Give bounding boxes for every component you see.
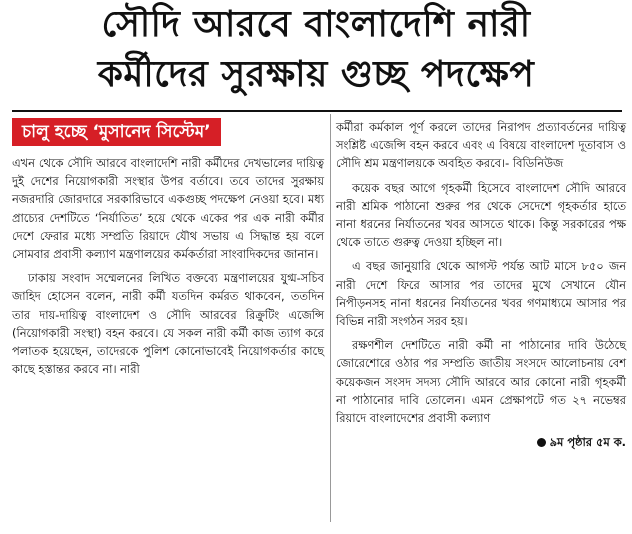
headline xyxy=(0,0,632,100)
headline-line-2: কর্মীদের সুরক্ষায় গুচ্ছ পদক্ষেপ xyxy=(97,54,535,95)
subheadline-banner: চালু হচ্ছে ‘মুসানেদ সিস্টেম’ xyxy=(12,118,221,146)
article-paragraph: রক্ষণশীল দেশটিতে নারী কর্মী না পাঠানোর দাবি উঠেছে জোরেশোরে ওঠার পর সম্প্রতি জাতীয় সংসদে আলোচনায় বেশ কয়েকজন সংসদ সদস্য সৌদি আরবে আর কোনো নারী গৃহকর্মী না পাঠানোর দাবি তোলেন। এমন প্রেক্ষাপটে গত ২৭ নভেম্বর রিয়াদে বাংলাদেশের প্রবাসী কল্যাণ xyxy=(336,338,626,426)
article-paragraph: কয়েক বছর আগে গৃহকর্মী হিসেবে বাংলাদেশ সৌদি আরবে নারী শ্রমিক পাঠানো শুরুর পর থেকে সেদেশে গৃহকর্তার হাতে নানা ধরনের নির্যাতনের খবর আসতে থাকে। কিন্তু সরকারের পক্ষ থেকে তাতে গুরুত্ব দেওয়া হচ্ছিল না। xyxy=(336,180,626,250)
article-paragraph: কর্মীরা কর্মকাল পূর্ণ করলে তাদের নিরাপদ প্রত্যাবর্তনের দায়িত্ব সংশ্লিষ্ট এজেন্সি বহন করবে এবং এ বিষয়ে বাংলাদেশ দূতাবাস ও সৌদি শ্রম মন্ত্রণালয়কে অবহিত করবে।- বিডিনিউজ xyxy=(336,120,626,171)
article-paragraph: ঢাকায় সংবাদ সম্মেলনের লিখিত বক্তব্যে মন্ত্রণালয়ের যুগ্ম-সচিব জাহিদ হোসেন বলেন, নারী কর্মী যতদিন কর্মরত থাকবেন, ততদিন তার দায়-দায়িত্ব বাংলাদেশ ও সৌদি আরবের রিক্রুটিং এজেন্সি (নিয়োগকারী সংস্থা) বহন করবে। যে সকল নারী কর্মী কাজ ত্যাগ করে পলাতক হয়েছেন, তাদেরকে পুলিশ কোনোভাবেই নিয়োগকর্তার কাছে কাছে হস্তান্তর করবে না। নারী xyxy=(12,271,324,377)
bullet-icon xyxy=(537,438,546,447)
article-paragraph: এখন থেকে সৌদি আরবে বাংলাদেশি নারী কর্মীদের দেখভালের দায়িত্ব দুই দেশের নিয়োগকারী সংস্থার উপর বর্তাবে। তবে তাদের সুরক্ষায় নজরদারি জোরদারে সরকারিভাবে একগুচ্ছ পদক্ষেপ নেওয়া হবে। মধ্য প্রাচ্যের দেশটিতে ‘নির্যাতিত’ হয়ে থেকে একের পর এক নারী কর্মীর দেশে ফেরার মধ্যে সম্প্রতি রিয়াদে যৌথ সভায় এ সিদ্ধান্ত হয় বলে সোমবার প্রবাসী কল্যাণ মন্ত্রণালয়ের কর্মকর্তারা সাংবাদিকদের জানান। xyxy=(12,156,324,262)
continuation-note xyxy=(336,433,626,451)
headline-line-1: সৌদি আরবে বাংলাদেশি নারী xyxy=(101,4,531,45)
column-divider xyxy=(330,114,331,522)
article-paragraph: এ বছর জানুয়ারি থেকে আগস্ট পর্যন্ত আট মাসে ৮৫০ জন নারী দেশে ফিরে আসার পর তাদের মুখে সেখানে যৌন নিপীড়নসহ নানা ধরনের নির্যাতনের খবর গণমাধ্যমে আসার পর বিভিন্ন নারী সংগঠন সরব হয়। xyxy=(336,259,626,329)
left-column xyxy=(12,118,324,384)
right-column xyxy=(336,118,626,451)
continuation-text: ৯ম পৃষ্ঠার ৫ম ক. xyxy=(549,435,626,450)
headline-rule xyxy=(12,110,622,112)
